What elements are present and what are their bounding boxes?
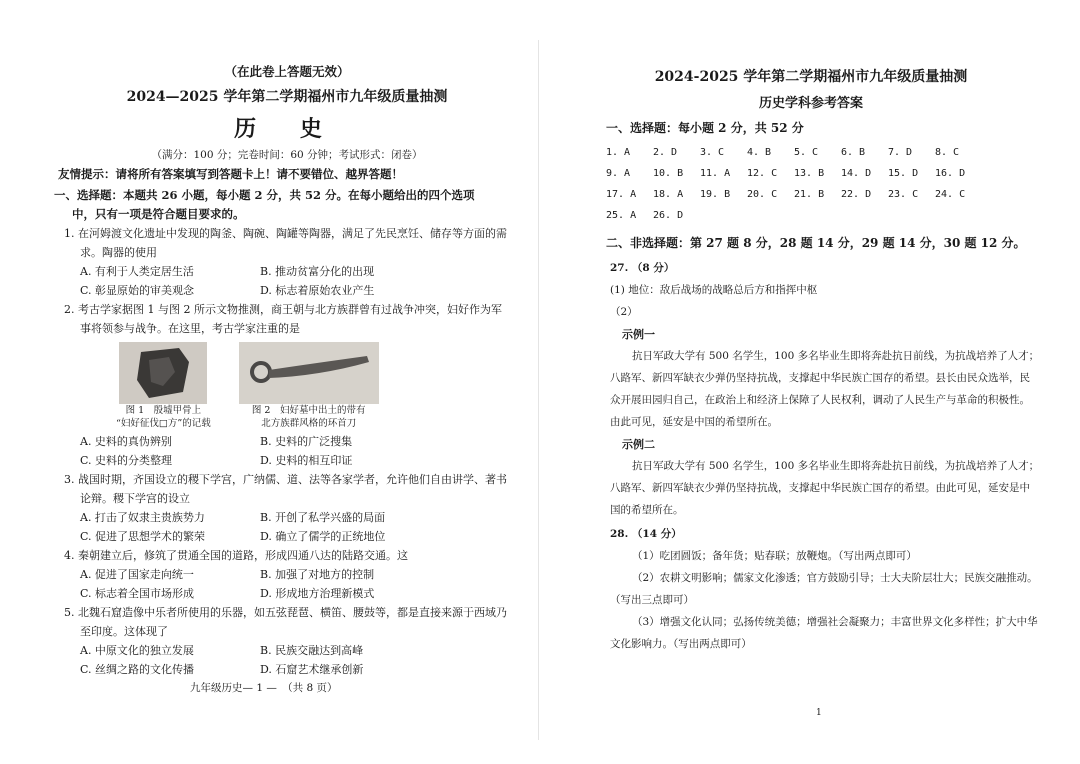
section1-heading: 一、选择题：每小题 2 分，共 52 分 bbox=[606, 121, 804, 135]
question-stem: 1. 在河姆渡文化遗址中发现的陶釜、陶碗、陶罐等陶器，满足了先民烹饪、储存等方面的需求。陶器的使用 bbox=[64, 227, 507, 259]
question-3 bbox=[64, 470, 510, 546]
exam-meta: （满分：100 分；完卷时间：60 分钟；考试形式：闭卷） bbox=[151, 149, 423, 161]
answer-item: 14. D bbox=[841, 168, 872, 179]
answer-item: 2. D bbox=[653, 147, 678, 158]
exam-title: 2024—2025 学年第二学期福州市九年级质量抽测 bbox=[126, 89, 448, 105]
answer-item: 6. B bbox=[841, 147, 866, 158]
answer-item: 22. D bbox=[841, 189, 872, 200]
answer-item: 25. A bbox=[606, 210, 637, 221]
friendly-tip: 友情提示：请将所有答案填写到答题卡上！请不要错位、越界答题！ bbox=[58, 167, 403, 181]
answer-item: 24. C bbox=[935, 189, 966, 200]
option-d: D. 确立了儒学的正统地位 bbox=[260, 530, 386, 543]
answer-item: 4. B bbox=[747, 147, 772, 158]
answer-item: 20. C bbox=[747, 189, 778, 200]
answer-item: 1. A bbox=[606, 147, 631, 158]
option-d: D. 史料的相互印证 bbox=[260, 454, 353, 467]
answer-grid bbox=[606, 142, 1040, 226]
question-stem: 5. 北魏石窟造像中乐者所使用的乐器，如五弦琵琶、横笛、腰鼓等，都是直接来源于西域乃至印度。这体现了 bbox=[64, 606, 507, 638]
example1-text: 抗日军政大学有 500 名学生，100 多名毕业生即将奔赴抗日前线，为抗战培养了人才；八路军、新四军缺衣少弹仍坚持抗战，支撑起中华民族亡国存的希望。县长由民众选举，民众开展田园归自己，在政治上和经济上保障了人民权利，调动了人民生产与革命的积极性。由此可见，延安是中国的希望所在。 bbox=[610, 350, 1040, 428]
option-a: A. 促进了国家走向统一 bbox=[80, 568, 194, 581]
option-b: B. 民族交融达到高峰 bbox=[260, 644, 364, 657]
page-divider bbox=[538, 40, 539, 740]
ring-head-knife-photo bbox=[239, 342, 379, 404]
answer-item: 13. B bbox=[794, 168, 825, 179]
answer-item: 17. A bbox=[606, 189, 637, 200]
figures bbox=[64, 342, 510, 430]
option-d: D. 石窟艺术继承创新 bbox=[260, 663, 364, 676]
option-c: C. 彰显原始的审美观念 bbox=[80, 284, 195, 297]
section2-heading: 二、非选择题：第 27 题 8 分，28 题 14 分，29 题 14 分，30 题 12 分。 bbox=[606, 236, 1026, 250]
options bbox=[64, 508, 510, 546]
question-stem: 2. 考古学家据图 1 与图 2 所示文物推测，商王朝与北方族群曾有过战争冲突，妇好作为军事将领参与战争。在这里，考古学家注重的是 bbox=[64, 303, 502, 335]
subject-title: 历 史 bbox=[234, 116, 340, 142]
options bbox=[64, 641, 510, 679]
answer-item: 5. C bbox=[794, 147, 819, 158]
option-b: B. 开创了私学兴盛的局面 bbox=[260, 511, 386, 524]
question-1 bbox=[64, 224, 510, 300]
figure-1: 图 1 殷墟甲骨上 “妇好征伐□方”的记载 bbox=[116, 342, 211, 430]
answer-item: 23. C bbox=[888, 189, 919, 200]
q28-part1: （1）吃团圆饭；备年货；贴春联；放鞭炮。（写出两点即可） bbox=[632, 550, 917, 562]
page-footer: 九年级历史— 1 — （共 8 页） bbox=[190, 682, 338, 694]
answer-item: 15. D bbox=[888, 168, 919, 179]
option-c: C. 史料的分类整理 bbox=[80, 454, 173, 467]
option-b: B. 加强了对地方的控制 bbox=[260, 568, 375, 581]
option-b: B. 推动贫富分化的出现 bbox=[260, 265, 375, 278]
question-2 bbox=[64, 300, 510, 470]
answer-item: 10. B bbox=[653, 168, 684, 179]
option-c: C. 丝绸之路的文化传播 bbox=[80, 663, 195, 676]
q28-part2: （2）农耕文明影响；儒家文化渗透；官方鼓励引导；士大夫阶层壮大；民族交融推动。（写出三点即可） bbox=[610, 572, 1038, 606]
figure-2: 图 2 妇好墓中出土的带有 北方族群风格的环首刀 bbox=[239, 342, 379, 430]
question-stem: 3. 战国时期，齐国设立的稷下学宫，广纳儒、道、法等各家学者，允许他们自由讲学、著书论辩。稷下学宫的设立 bbox=[64, 473, 507, 505]
q28-part3: （3）增强文化认同；弘扬传统美德；增强社会凝聚力；丰富世界文化多样性；扩大中华文化影响力。（写出两点即可） bbox=[610, 616, 1038, 650]
q27-part1: (1) 地位：敌后战场的战略总后方和指挥中枢 bbox=[610, 284, 818, 296]
options bbox=[64, 262, 510, 300]
option-b: B. 史料的广泛搜集 bbox=[260, 435, 353, 448]
option-a: A. 有利于人类定居生活 bbox=[80, 265, 194, 278]
answer-item: 16. D bbox=[935, 168, 966, 179]
right-answer-page bbox=[540, 0, 1080, 764]
answer-title: 2024-2025 学年第二学期福州市九年级质量抽测 bbox=[654, 69, 968, 85]
answer-item: 8. C bbox=[935, 147, 960, 158]
question-stem: 4. 秦朝建立后，修筑了贯通全国的道路，形成四通八达的陆路交通。这 bbox=[64, 549, 408, 562]
answer-item: 19. B bbox=[700, 189, 731, 200]
answer-item: 11. A bbox=[700, 168, 731, 179]
answer-item: 26. D bbox=[653, 210, 684, 221]
option-c: C. 标志着全国市场形成 bbox=[80, 587, 195, 600]
question-4 bbox=[64, 546, 510, 603]
option-a: A. 打击了奴隶主贵族势力 bbox=[80, 511, 205, 524]
answer-item: 12. C bbox=[747, 168, 778, 179]
answer-item: 7. D bbox=[888, 147, 913, 158]
invalid-answer-notice: （在此卷上答题无效） bbox=[224, 64, 350, 79]
q27-part2: （2） bbox=[610, 306, 638, 318]
answer-item: 18. A bbox=[653, 189, 684, 200]
option-d: D. 标志着原始农业产生 bbox=[260, 284, 375, 297]
oracle-bone-photo bbox=[119, 342, 207, 404]
answer-item: 3. C bbox=[700, 147, 725, 158]
answer-item: 9. A bbox=[606, 168, 631, 179]
option-a: A. 中原文化的独立发展 bbox=[80, 644, 194, 657]
q27-heading: 27. （8 分） bbox=[610, 262, 675, 274]
options bbox=[64, 432, 510, 470]
option-a: A. 史料的真伪辨别 bbox=[80, 435, 172, 448]
section1-instructions: 一、选择题：本题共 26 小题，每小题 2 分，共 52 分。在每小题给出的四个选项 中，只有一项是符合题目要求的。 bbox=[54, 188, 475, 221]
example1-label: 示例一 bbox=[622, 328, 655, 341]
options bbox=[64, 565, 510, 603]
q28-heading: 28. （14 分） bbox=[610, 528, 682, 540]
example2-text: 抗日军政大学有 500 名学生，100 多名毕业生即将奔赴抗日前线，为抗战培养了人才；八路军、新四军缺衣少弹仍坚持抗战，支撑起中华民族亡国存的希望。由此可见，延安是中国的希望所在。 bbox=[610, 460, 1040, 516]
answer-item: 21. B bbox=[794, 189, 825, 200]
question-5 bbox=[64, 603, 510, 679]
option-c: C. 促进了思想学术的繁荣 bbox=[80, 530, 206, 543]
page-number: 1 bbox=[816, 708, 822, 718]
option-d: D. 形成地方治理新模式 bbox=[260, 587, 375, 600]
answer-subtitle: 历史学科参考答案 bbox=[758, 96, 863, 111]
example2-label: 示例二 bbox=[622, 438, 655, 451]
